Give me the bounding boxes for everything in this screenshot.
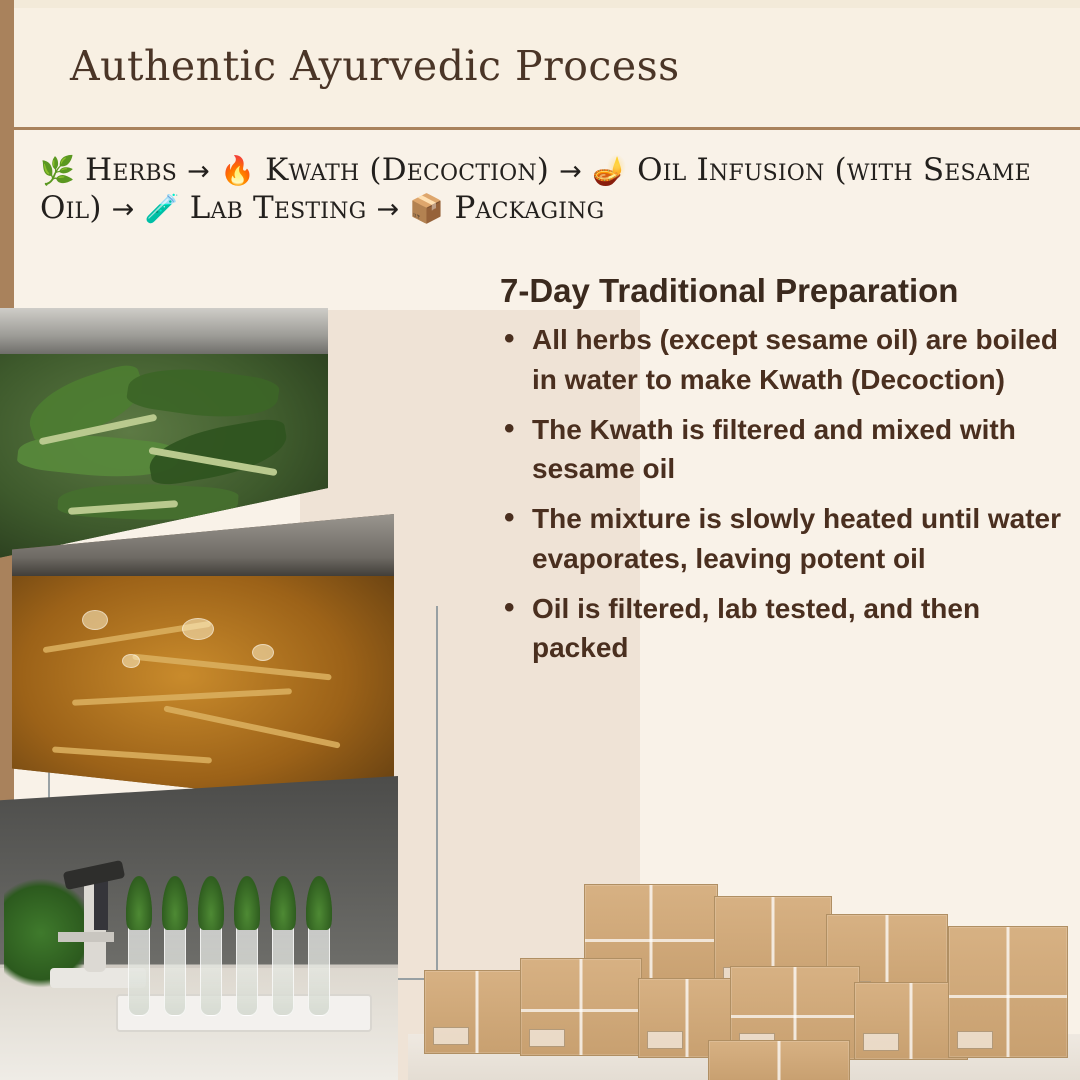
test-tube: [164, 918, 186, 1016]
pot-rim: [0, 308, 328, 354]
oil-bubble: [122, 654, 140, 668]
test-tube: [236, 918, 258, 1016]
process-step-lab-testing: Lab Testing: [189, 189, 367, 226]
preparation-list: [492, 320, 1068, 668]
cardboard-box: [520, 958, 642, 1056]
fire-icon: 🔥: [220, 154, 256, 187]
chain-arrow-2: →: [559, 156, 582, 187]
test-tube: [308, 918, 330, 1016]
microscope-stage: [58, 932, 114, 942]
list-item: • The mixture is slowly heated until water evaporates, leaving potent oil: [492, 499, 1068, 579]
process-step-herbs: Herbs: [85, 152, 178, 188]
plant-sprout: [198, 876, 224, 930]
chain-arrow-4: →: [376, 193, 400, 225]
packaging-boxes-photo: [408, 870, 1080, 1080]
microscope-tube: [94, 880, 108, 930]
plant-sprout: [234, 876, 260, 930]
herbs-boiling-photo: [0, 308, 328, 558]
oil-bubble: [182, 618, 214, 640]
test-tube: [200, 918, 222, 1016]
plant-sprout: [162, 876, 188, 930]
page-title: Authentic Ayurvedic Process: [70, 42, 680, 90]
test-tube: [272, 918, 294, 1016]
top-frame-band: [14, 0, 1080, 8]
preparation-panel: [492, 272, 1068, 678]
process-step-packaging: Packaging: [454, 189, 605, 226]
oil-infusion-photo: [12, 514, 394, 810]
cardboard-box: [948, 926, 1068, 1058]
list-item: • All herbs (except sesame oil) are boiled in water to make Kwath (Decoction): [492, 320, 1068, 400]
preparation-title: 7-Day Traditional Preparation: [500, 272, 959, 309]
test-tube-icon: 🧪: [144, 191, 180, 225]
list-item: • Oil is filtered, lab tested, and then packed: [492, 589, 1068, 669]
plant-sprout: [270, 876, 296, 930]
process-step-kwath: Kwath (Decoction): [265, 152, 550, 188]
cardboard-box: [708, 1040, 850, 1080]
oil-bubble: [82, 610, 108, 630]
cardboard-box: [424, 970, 530, 1054]
chain-arrow-1: →: [187, 156, 210, 187]
herb-icon: 🌿: [40, 154, 76, 187]
header-bar: [14, 8, 1080, 130]
chain-arrow-3: →: [111, 193, 135, 225]
lab-testing-photo: [0, 776, 398, 1080]
test-tube: [128, 918, 150, 1016]
plant-sprout: [306, 876, 332, 930]
diya-lamp-icon: 🪔: [592, 154, 628, 187]
package-icon: 📦: [409, 191, 445, 225]
oil-bubble: [252, 644, 274, 661]
hot-oil: [12, 566, 394, 810]
list-item: • The Kwath is filtered and mixed with sesame oil: [492, 410, 1068, 490]
process-step-oil-infusion: Oil Infusion (with Sesame Oil): [40, 152, 1031, 226]
plant-sprout: [126, 876, 152, 930]
process-chain: [40, 152, 1040, 228]
